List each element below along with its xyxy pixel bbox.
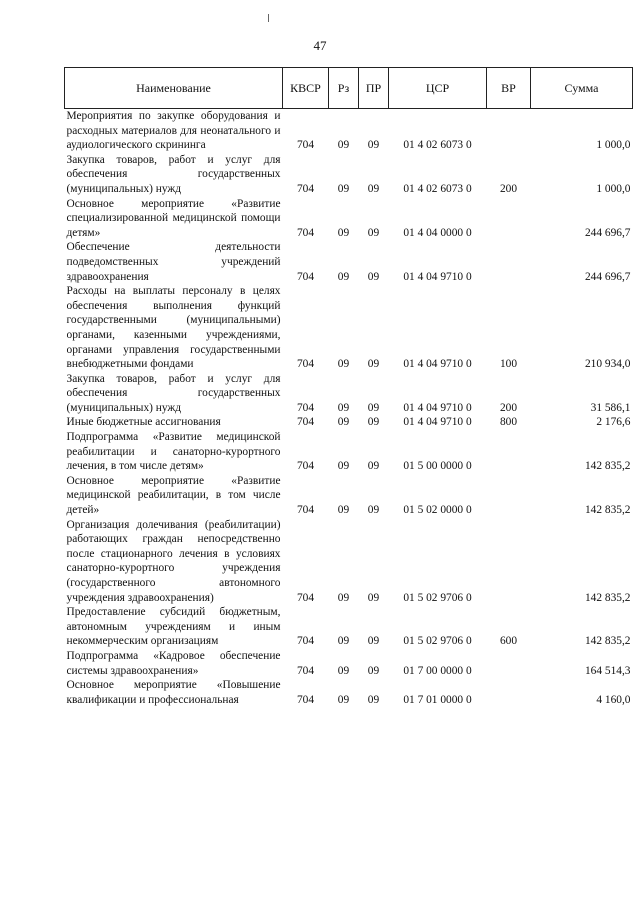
table-row [65,153,633,197]
table-header-row [65,68,633,109]
row-vr [487,474,531,518]
row-kvsr: 704 [296,504,315,517]
row-vr: 800 [499,416,518,429]
row-pr: 09 [367,226,380,239]
row-sum: 210 934,0 [584,358,631,371]
row-kvsr: 704 [296,182,315,195]
row-name: Основное мероприятие «Повышение квалификации и профессиональная [66,679,281,706]
row-kvsr: 704 [296,591,315,604]
row-name: Основное мероприятие «Развитие медицинской реабилитации, в том числе детей» [66,474,281,517]
table-row [65,518,633,606]
row-rz: 09 [337,504,350,517]
row-pr: 09 [367,182,380,195]
row-pr: 09 [367,460,380,473]
row-sum: 1 000,0 [596,139,631,152]
table-row [65,649,633,678]
row-name: Расходы на выплаты персоналу в целях обеспечения выполнения функций государственными (муниципальными) органами, казенными учреждениями, органами управления государственными внебюджетными фондами [66,285,281,371]
header-csr: ЦСР [389,68,487,109]
scan-mark [268,14,269,22]
header-kvsr: КВСР [283,68,329,109]
row-kvsr: 704 [296,635,315,648]
row-sum: 142 835,2 [584,504,631,517]
row-kvsr: 704 [296,693,315,706]
row-vr [487,109,531,153]
budget-table [64,67,633,707]
row-vr: 100 [499,358,518,371]
table-row [65,109,633,153]
row-csr: 01 4 04 9710 0 [403,401,472,414]
row-rz: 09 [337,591,350,604]
row-sum: 2 176,6 [596,416,631,429]
row-name: Предоставление субсидий бюджетным, автономным учреждениям и иным некоммерческим организациям [66,606,281,648]
row-kvsr: 704 [296,226,315,239]
row-rz: 09 [337,401,350,414]
row-name: Обеспечение деятельности подведомственных учреждений здравоохранения [66,241,281,283]
row-kvsr: 704 [296,664,315,677]
row-csr: 01 5 02 9706 0 [403,635,472,648]
header-vr: ВР [487,68,531,109]
table-row [65,372,633,416]
table-row [65,415,633,430]
row-name: Организация долечивания (реабилитации) работающих граждан непосредственно после стационарного лечения в условиях санаторно-курортного учреждения (государственного автономного учреждения здравоохранения) [66,518,281,604]
row-rz: 09 [337,139,350,152]
table-row [65,474,633,518]
row-sum: 142 835,2 [584,635,631,648]
row-name: Закупка товаров, работ и услуг для обеспечения государственных (муниципальных) нужд [66,372,281,414]
row-kvsr: 704 [296,401,315,414]
row-vr [487,678,531,707]
row-pr: 09 [367,504,380,517]
row-kvsr: 704 [296,460,315,473]
row-rz: 09 [337,416,350,429]
table-row [65,605,633,649]
row-sum: 31 586,1 [590,401,631,414]
row-rz: 09 [337,270,350,283]
row-pr: 09 [367,416,380,429]
row-csr: 01 7 01 0000 0 [403,693,472,706]
row-pr: 09 [367,401,380,414]
row-csr: 01 7 00 0000 0 [403,664,472,677]
row-sum: 142 835,2 [584,591,631,604]
row-csr: 01 5 02 9706 0 [403,591,472,604]
row-name: Иные бюджетные ассигнования [66,416,221,429]
row-vr: 200 [499,401,518,414]
row-sum: 142 835,2 [584,460,631,473]
row-rz: 09 [337,635,350,648]
row-csr: 01 5 00 0000 0 [403,460,472,473]
row-name: Подпрограмма «Кадровое обеспечение системы здравоохранения» [66,649,281,677]
row-name: Закупка товаров, работ и услуг для обеспечения государственных (муниципальных) нужд [66,153,281,195]
table-row [65,240,633,284]
row-csr: 01 4 02 6073 0 [403,139,472,152]
row-rz: 09 [337,693,350,706]
row-pr: 09 [367,635,380,648]
row-csr: 01 4 04 9710 0 [403,358,472,371]
row-rz: 09 [337,182,350,195]
row-vr [487,518,531,606]
row-vr: 600 [499,635,518,648]
row-name: Подпрограмма «Развитие медицинской реабилитации и санаторно-курортного лечения, в том числе детям» [66,431,281,473]
header-name: Наименование [65,68,283,109]
row-pr: 09 [367,270,380,283]
row-kvsr: 704 [296,416,315,429]
row-vr [487,430,531,474]
row-sum: 244 696,7 [584,270,631,283]
row-rz: 09 [337,358,350,371]
page-number: 47 [313,38,327,53]
row-rz: 09 [337,664,350,677]
row-pr: 09 [367,693,380,706]
row-csr: 01 4 04 0000 0 [403,226,472,239]
table-row [65,197,633,241]
row-kvsr: 704 [296,139,315,152]
table-row [65,678,633,707]
row-sum: 1 000,0 [596,182,631,195]
row-name: Мероприятия по закупке оборудования и расходных материалов для неонатального и аудиологического скрининга [66,110,281,152]
row-pr: 09 [367,664,380,677]
row-sum: 164 514,3 [584,664,631,677]
row-kvsr: 704 [296,270,315,283]
row-rz: 09 [337,226,350,239]
row-vr [487,197,531,241]
row-vr [487,240,531,284]
row-pr: 09 [367,358,380,371]
table-row [65,284,633,372]
row-pr: 09 [367,591,380,604]
row-csr: 01 4 04 9710 0 [403,416,472,429]
row-vr [487,649,531,678]
row-sum: 4 160,0 [596,693,631,706]
row-csr: 01 4 04 9710 0 [403,270,472,283]
row-kvsr: 704 [296,358,315,371]
row-rz: 09 [337,460,350,473]
row-pr: 09 [367,139,380,152]
header-sum: Сумма [531,68,633,109]
table-row [65,430,633,474]
row-name: Основное мероприятие «Развитие специализированной медицинской помощи детям» [66,197,281,239]
row-sum: 244 696,7 [584,226,631,239]
header-rz: Рз [329,68,359,109]
header-pr: ПР [359,68,389,109]
row-csr: 01 5 02 0000 0 [403,504,472,517]
row-vr: 200 [499,182,518,195]
row-csr: 01 4 02 6073 0 [403,182,472,195]
